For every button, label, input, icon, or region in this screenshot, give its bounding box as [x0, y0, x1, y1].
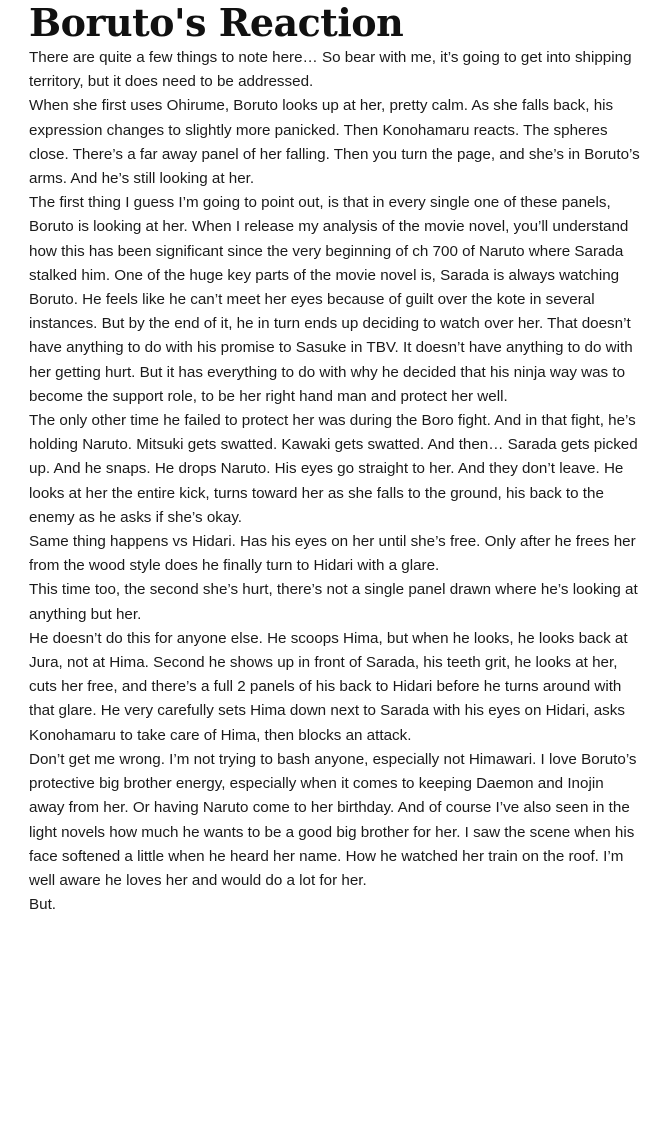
- paragraph-2: When she first uses Ohirume, Boruto looks up at her, pretty calm. As she falls back, his expression changes to slightly more panicked. Then Konohamaru reacts. The spheres close. There’s a far away panel of her falling. Then you turn the page, and she’s in Boruto’s arms. And he’s still looking at her.: [29, 97, 640, 188]
- paragraph-4: The only other time he failed to protect her was during the Boro fight. And in that fight, he’s holding Naruto. Mitsuki gets swatted. Kawaki gets swatted. And then… Sarada gets picked up. And he snaps. He drops Naruto. His eyes go straight to her. And they don’t leave. He looks at her the entire kick, turns toward her as she falls to the ground, his back to the enemy as he asks if she’s okay.: [29, 412, 638, 526]
- article-heading: Boruto's Reaction: [29, 0, 404, 45]
- paragraph-1: There are quite a few things to note here… So bear with me, it’s going to get into shipping territory, but it does need to be addressed.: [29, 49, 632, 91]
- paragraph-7: He doesn’t do this for anyone else. He scoops Hima, but when he looks, he looks back at Jura, not at Hima. Second he shows up in front of Sarada, his teeth grit, he looks at her, cuts her free, and there’s a full 2 panels of his back to Hidari before he turns around with that glare. He very carefully sets Hima down next to Sarada with his eyes on Hidari, asks Konohamaru to take care of Hima, then blocks an attack.: [29, 629, 628, 744]
- paragraph-3: The first thing I guess I’m going to point out, is that in every single one of these panels, Boruto is looking at her. When I release my analysis of the movie novel, you’ll understand how this has been significant since the very beginning of ch 700 of Naruto where Sarada stalked him. One of the huge key parts of the movie novel is, Sarada is always watching Boruto. He feels like he can’t meet her eyes because of guilt over the kote in several instances. But by the end of it, he in turn ends up deciding to watch over her. That doesn’t have anything to do with his promise to Sasuke in TBV. It doesn’t have anything to do with her getting hurt. But it has everything to do with why he decided that his ninja way was to become the support role, to be her right hand man and protect her well.: [29, 194, 633, 405]
- paragraph-6: This time too, the second she’s hurt, there’s not a single panel drawn where he’s looking at anything but her.: [29, 581, 638, 623]
- paragraph-5: Same thing happens vs Hidari. Has his eyes on her until she’s free. Only after he frees her from the wood style does he finally turn to Hidari with a glare.: [29, 533, 636, 575]
- paragraph-8: Don’t get me wrong. I’m not trying to bash anyone, especially not Himawari. I love Boruto’s protective big brother energy, especially when it comes to keeping Daemon and Inojin away from her. Or having Naruto come to her birthday. And of course I’ve also seen in the light novels how much he wants to be a good big brother for her. I saw the scene when his face softened a little when he heard her name. How he watched her train on the roof. I’m well aware he loves her and would do a lot for her.: [29, 750, 637, 889]
- paragraph-9: But.: [29, 896, 57, 914]
- article: [29, 0, 641, 917]
